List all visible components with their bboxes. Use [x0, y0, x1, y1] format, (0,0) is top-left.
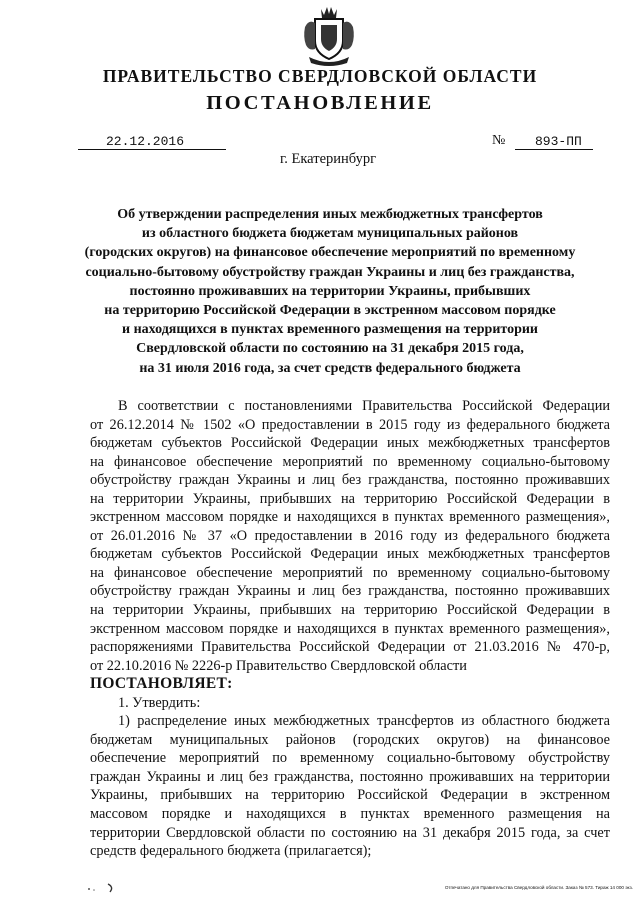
- subitem-line: обеспечение мероприятий по временному социально-бытовому обустройству: [90, 750, 610, 767]
- preamble-line: распоряжениями Правительства Российской Федерации от 21.03.2016 № 470-р,: [90, 639, 610, 656]
- preamble-line: бюджетам субъектов Российской Федерации иных межбюджетных трансфертов: [90, 546, 610, 563]
- preamble-line: обустройству граждан Украины и лиц без гражданства, постоянно проживавших: [90, 472, 610, 489]
- resolves-heading: ПОСТАНОВЛЯЕТ:: [90, 675, 233, 693]
- document-title: [80, 205, 580, 378]
- coat-of-arms-icon: [301, 5, 357, 67]
- subitem-line: территории Свердловской области по состоянию на 31 декабря 2015 года, за счет: [90, 824, 610, 841]
- preamble-line: обустройству граждан Украины и лиц без гражданства, постоянно проживавших: [90, 583, 610, 600]
- title-line: из областного бюджета бюджетам муниципальных районов: [141, 226, 519, 242]
- title-line: на 31 июля 2016 года, за счет средств федерального бюджета: [139, 360, 521, 376]
- preamble-line: экстренном массовом порядке и находящихся в пунктах временного размещения»,: [90, 620, 610, 637]
- subitem-line: средств федерального бюджета (прилагается);: [90, 843, 372, 860]
- preamble-line: на территории Украины, прибывших на территорию Российской Федерации в: [90, 602, 610, 619]
- preamble-line: экстренном массовом порядке и находящихся в пунктах временного размещения»,: [90, 509, 610, 526]
- title-line: и находящихся в пунктах временного размещения на территории: [122, 322, 538, 338]
- organization-name: ПРАВИТЕЛЬСТВО СВЕРДЛОВСКОЙ ОБЛАСТИ: [102, 66, 538, 86]
- document-number: 893-ПП: [515, 134, 593, 150]
- preamble-line: от 26.01.2016 № 37 «О предоставлении в 2016 году из федерального бюджета: [90, 527, 610, 544]
- preamble-line: на финансовое обеспечение мероприятий по временному социально-бытовому: [90, 564, 610, 581]
- scan-mark-icon: [86, 880, 118, 894]
- subitem-line: массовом порядке и находящихся в пунктах временного размещения на: [90, 806, 610, 823]
- subitem-line: бюджетам муниципальных районов (городских округов) на финансовое: [90, 731, 610, 748]
- document-date: 22.12.2016: [78, 134, 226, 150]
- number-sign: №: [492, 133, 506, 148]
- preamble-line: от 26.12.2014 № 1502 «О предоставлении в 2015 году из федерального бюджета: [90, 416, 610, 433]
- subitem-line: 1) распределение иных межбюджетных трансфертов из областного бюджета: [118, 713, 610, 730]
- preamble-line: от 22.10.2016 № 2226-р Правительство Свердловской области: [90, 657, 467, 674]
- preamble-line: на территории Украины, прибывших на территорию Российской Федерации в: [90, 490, 610, 507]
- preamble-line: бюджетам субъектов Российской Федерации иных межбюджетных трансфертов: [90, 435, 610, 452]
- preamble-line: на финансовое обеспечение мероприятий по временному социально-бытовому: [90, 453, 610, 470]
- subitem-line: Украины, прибывших на территорию Российской Федерации в экстренном: [90, 787, 610, 804]
- document-body: [90, 397, 610, 861]
- item-1: 1. Утвердить:: [118, 694, 201, 711]
- document-type: ПОСТАНОВЛЕНИЕ: [206, 92, 434, 114]
- document-city: г. Екатеринбург: [279, 151, 377, 167]
- title-line: Свердловской области по состоянию на 31 декабря 2015 года,: [136, 341, 524, 357]
- title-line: постоянно проживавших на территории Украины, прибывших: [129, 283, 531, 299]
- title-line: (городских округов) на финансовое обеспечение мероприятий по временному: [84, 245, 576, 261]
- title-line: социально-бытовому обустройству граждан Украины и лиц без гражданства,: [85, 264, 575, 280]
- title-line: Об утверждении распределения иных межбюджетных трансфертов: [117, 207, 543, 222]
- subitem-line: граждан Украины и лиц без гражданства, постоянно проживавших на территории: [90, 768, 610, 785]
- preamble-line: В соответствии с постановлениями Правительства Российской Федерации: [118, 398, 610, 414]
- print-footer: Отпечатано для Правительства Свердловской области. Заказ № 573. Тираж 14 000 экз.: [444, 885, 633, 890]
- title-line: на территорию Российской Федерации в экстренном массовом порядке: [104, 303, 556, 319]
